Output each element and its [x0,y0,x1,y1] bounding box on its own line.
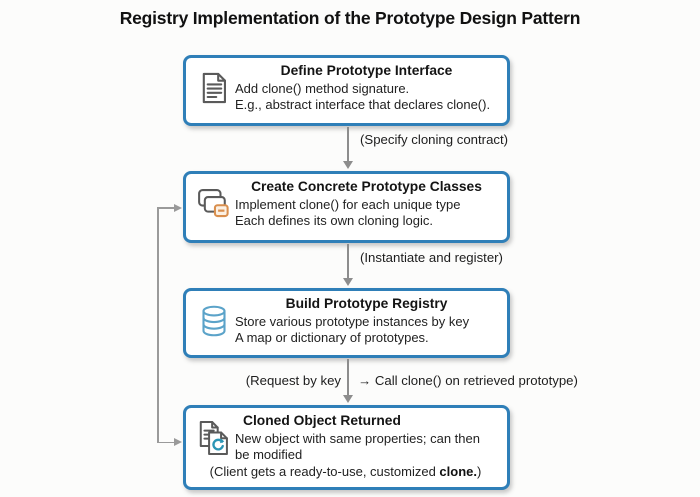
box-body-line: Each defines its own cloning logic. [235,212,434,228]
footnote-bold-word: clone. [439,463,477,479]
footnote-prefix: (Client gets a ready-to-use, customized [209,463,440,479]
arrow-2-label: (Instantiate and register) [360,250,503,265]
box-body-line: A map or dictionary of prototypes. [235,329,429,345]
feedback-arrow-top-head [174,204,182,212]
flow-box-build-prototype-registry [183,288,510,358]
feedback-arrow-bottom-head [174,438,182,446]
arrow-1-label: (Specify cloning contract) [360,132,509,147]
diagram-title: Registry Implementation of the Prototype Design Pattern [119,8,581,28]
document-lines-icon [193,69,235,107]
down-arrow-3-line [347,359,349,396]
clone-document-icon [193,417,235,459]
box-body-line: Store various prototype instances by key [235,313,470,329]
box-body-line: Implement clone() for each unique type [235,196,461,212]
box-title: Create Concrete Prototype Classes [251,179,482,194]
box-footnote [193,464,498,480]
arrow-3-label-left: (Request by key [245,373,341,388]
box-body-line: E.g., abstract interface that declares clone(). [235,96,491,112]
stacked-cards-icon [193,185,235,223]
feedback-line-vertical [157,207,159,443]
box-body-line: Add clone() method signature. [235,80,410,96]
footnote-suffix: ) [477,463,482,479]
box-title: Cloned Object Returned [243,413,401,428]
flow-box-create-concrete-prototype-classes [183,171,510,243]
down-arrow-1-line [347,127,349,162]
down-arrow-2-head [343,278,353,286]
box-body-line: be modified [235,446,303,462]
feedback-line-top-horizontal [157,207,175,209]
down-arrow-3-head [343,395,353,403]
database-icon [193,302,235,340]
box-title: Build Prototype Registry [285,296,448,311]
box-title: Define Prototype Interface [280,63,453,78]
down-arrow-2-line [347,244,349,279]
flow-box-define-prototype-interface [183,55,510,126]
down-arrow-1-head [343,161,353,169]
arrow-3-label-right: → Call clone() on retrieved prototype) [358,373,578,388]
feedback-line-bottom-horizontal [157,442,175,444]
flow-box-cloned-object-returned [183,405,510,490]
box-body-line: New object with same properties; can then [235,430,480,446]
